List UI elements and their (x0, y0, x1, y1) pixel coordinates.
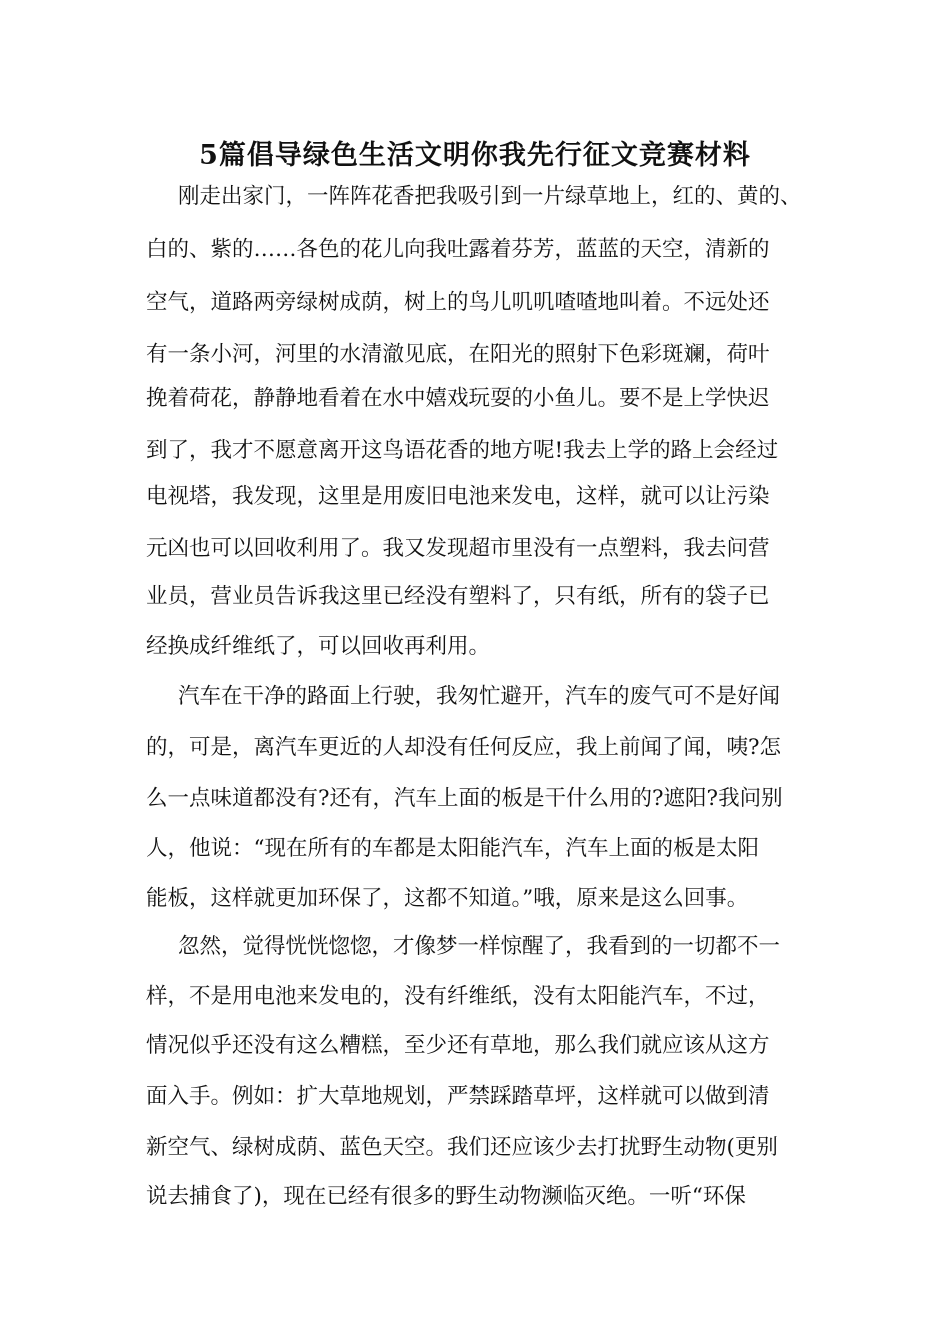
text-line: 情况似乎还没有这么糟糕，至少还有草地，那么我们就应该从这方 (146, 1033, 770, 1058)
text-line: 说去捕食了)，现在已经有很多的野生动物濒临灭绝。一听“环保 (146, 1184, 746, 1209)
text-line: 面入手。例如：扩大草地规划，严禁踩踏草坪，这样就可以做到清 (146, 1084, 770, 1109)
text-line: 有一条小河，河里的水清澈见底，在阳光的照射下色彩斑斓，荷叶 (146, 342, 770, 367)
text-line: 忽然，觉得恍恍惚惚，才像梦一样惊醒了，我看到的一切都不一 (178, 934, 781, 959)
text-line: 汽车在干净的路面上行驶，我匆忙避开，汽车的废气可不是好闻 (178, 684, 781, 709)
text-line: 人，他说：“现在所有的车都是太阳能汽车，汽车上面的板是太阳 (146, 836, 759, 861)
text-line: 元凶也可以回收利用了。我又发现超市里没有一点塑料，我去问营 (146, 536, 770, 561)
text-line: 到了，我才不愿意离开这鸟语花香的地方呢!我去上学的路上会经过 (146, 438, 779, 463)
text-line: 经换成纤维纸了，可以回收再利用。 (146, 634, 491, 659)
text-line: 能板，这样就更加环保了，这都不知道。”哦，原来是这么回事。 (146, 886, 749, 911)
text-line: 新空气、绿树成荫、蓝色天空。我们还应该少去打扰野生动物(更别 (146, 1135, 778, 1160)
text-line: 么一点味道都没有?还有，汽车上面的板是干什么用的?遮阳?我问别 (146, 786, 783, 811)
text-line: 空气，道路两旁绿树成荫，树上的鸟儿叽叽喳喳地叫着。不远处还 (146, 290, 770, 315)
text-line: 业员，营业员告诉我这里已经没有塑料了，只有纸，所有的袋子已 (146, 584, 770, 609)
text-line: 样，不是用电池来发电的，没有纤维纸，没有太阳能汽车，不过， (146, 984, 770, 1009)
text-line: 的，可是，离汽车更近的人却没有任何反应，我上前闻了闻，咦?怎 (146, 735, 782, 760)
text-line: 挽着荷花，静静地看着在水中嬉戏玩耍的小鱼儿。要不是上学快迟 (146, 386, 770, 411)
document-title: 5篇倡导绿色生活文明你我先行征文竞赛材料 (199, 140, 751, 171)
text-line: 电视塔，我发现，这里是用废旧电池来发电，这样，就可以让污染 (146, 484, 770, 509)
text-line: 刚走出家门，一阵阵花香把我吸引到一片绿草地上，红的、黄的、 (178, 184, 802, 209)
text-line: 白的、紫的……各色的花儿向我吐露着芬芳，蓝蓝的天空，清新的 (146, 237, 770, 262)
